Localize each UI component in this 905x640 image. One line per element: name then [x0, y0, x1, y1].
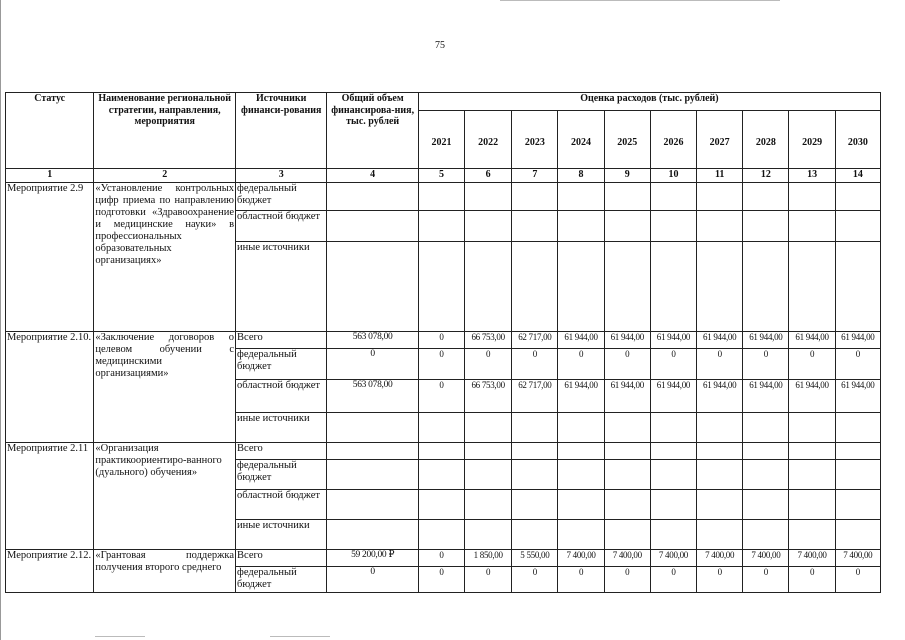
year-amount: 61 944,00 — [558, 332, 604, 349]
year-amount — [418, 460, 464, 490]
year-amount — [743, 413, 789, 443]
year-amount: 61 944,00 — [743, 380, 789, 413]
year-amount — [604, 242, 650, 332]
year-amount — [512, 520, 558, 550]
year-amount — [604, 413, 650, 443]
column-number: 13 — [789, 169, 835, 183]
measure-status: Мероприятие 2.10. — [6, 332, 94, 443]
year-amount: 0 — [835, 349, 880, 380]
year-amount: 0 — [418, 332, 464, 349]
measure-name: «Заключение договоров о целевом обучении с медицинскими организациями» — [94, 332, 236, 443]
year-amount — [604, 490, 650, 520]
year-amount: 61 944,00 — [743, 332, 789, 349]
year-amount — [743, 520, 789, 550]
year-amount: 7 400,00 — [697, 550, 743, 567]
column-number: 9 — [604, 169, 650, 183]
header-year: 2026 — [650, 111, 696, 169]
column-number: 2 — [94, 169, 236, 183]
column-number: 1 — [6, 169, 94, 183]
year-amount — [418, 242, 464, 332]
year-amount: 0 — [650, 349, 696, 380]
year-amount — [558, 183, 604, 211]
column-number: 14 — [835, 169, 880, 183]
year-amount — [465, 242, 512, 332]
year-amount — [835, 490, 880, 520]
year-amount — [512, 460, 558, 490]
year-amount: 0 — [465, 567, 512, 593]
year-amount — [465, 211, 512, 242]
year-amount — [743, 460, 789, 490]
year-amount — [650, 490, 696, 520]
total-amount — [327, 413, 418, 443]
year-amount — [558, 211, 604, 242]
year-amount — [465, 460, 512, 490]
year-amount — [650, 183, 696, 211]
funding-source: областной бюджет — [236, 380, 327, 413]
year-amount: 0 — [418, 550, 464, 567]
header-sources: Источники финанси-рования — [236, 93, 327, 169]
year-amount: 7 400,00 — [558, 550, 604, 567]
year-amount — [697, 183, 743, 211]
year-amount — [835, 211, 880, 242]
header-estimate: Оценка расходов (тыс. рублей) — [418, 93, 880, 111]
year-amount — [418, 490, 464, 520]
year-amount: 61 944,00 — [697, 380, 743, 413]
header-year: 2028 — [743, 111, 789, 169]
year-amount — [512, 211, 558, 242]
year-amount — [418, 183, 464, 211]
funding-source: федеральный бюджет — [236, 349, 327, 380]
total-amount — [327, 490, 418, 520]
table-row — [6, 183, 881, 211]
year-amount — [604, 520, 650, 550]
year-amount — [558, 413, 604, 443]
total-amount — [327, 520, 418, 550]
header-year: 2025 — [604, 111, 650, 169]
year-amount — [418, 520, 464, 550]
year-amount: 62 717,00 — [512, 332, 558, 349]
year-amount — [512, 183, 558, 211]
header-year: 2030 — [835, 111, 880, 169]
year-amount: 7 400,00 — [604, 550, 650, 567]
year-amount — [418, 211, 464, 242]
column-number: 10 — [650, 169, 696, 183]
year-amount: 61 944,00 — [650, 332, 696, 349]
year-amount: 66 753,00 — [465, 380, 512, 413]
year-amount — [558, 520, 604, 550]
funding-source: федеральный бюджет — [236, 567, 327, 593]
year-amount: 7 400,00 — [835, 550, 880, 567]
total-amount — [327, 443, 418, 460]
year-amount — [789, 413, 835, 443]
year-amount — [512, 490, 558, 520]
year-amount — [743, 242, 789, 332]
year-amount — [650, 211, 696, 242]
year-amount: 61 944,00 — [789, 380, 835, 413]
year-amount — [650, 443, 696, 460]
year-amount — [743, 490, 789, 520]
year-amount — [789, 183, 835, 211]
year-amount — [650, 242, 696, 332]
year-amount — [697, 211, 743, 242]
funding-source: Всего — [236, 550, 327, 567]
year-amount — [512, 242, 558, 332]
total-amount: 0 — [327, 349, 418, 380]
year-amount — [558, 490, 604, 520]
funding-source: областной бюджет — [236, 211, 327, 242]
year-amount — [697, 460, 743, 490]
year-amount — [558, 242, 604, 332]
year-amount — [789, 490, 835, 520]
year-amount — [465, 443, 512, 460]
year-amount: 0 — [418, 349, 464, 380]
year-amount — [835, 183, 880, 211]
funding-source: областной бюджет — [236, 490, 327, 520]
column-number: 8 — [558, 169, 604, 183]
year-amount: 7 400,00 — [743, 550, 789, 567]
total-amount — [327, 183, 418, 211]
year-amount: 0 — [558, 567, 604, 593]
total-amount — [327, 460, 418, 490]
column-number: 3 — [236, 169, 327, 183]
year-amount — [604, 211, 650, 242]
year-amount: 0 — [558, 349, 604, 380]
funding-source: иные источники — [236, 413, 327, 443]
measure-name: «Установление контрольных цифр приема по направлению подготовки «Здравоохранение и медицинские науки» в профессиональных образовательных организациях» — [94, 183, 236, 332]
year-amount — [697, 520, 743, 550]
year-amount: 0 — [697, 349, 743, 380]
year-amount: 7 400,00 — [789, 550, 835, 567]
year-amount — [650, 460, 696, 490]
year-amount — [789, 242, 835, 332]
year-amount — [743, 211, 789, 242]
year-amount — [697, 242, 743, 332]
scan-artifact-line — [270, 636, 330, 637]
year-amount — [743, 183, 789, 211]
page-number: 75 — [435, 40, 445, 51]
year-amount — [789, 520, 835, 550]
year-amount: 0 — [604, 349, 650, 380]
measure-status: Мероприятие 2.11 — [6, 443, 94, 550]
year-amount: 0 — [835, 567, 880, 593]
header-status: Статус — [6, 93, 94, 169]
year-amount — [789, 211, 835, 242]
year-amount — [743, 443, 789, 460]
year-amount: 61 944,00 — [835, 332, 880, 349]
total-amount — [327, 211, 418, 242]
year-amount — [835, 520, 880, 550]
measure-name: «Организация практикоориентиро-ванного (дуального) обучения» — [94, 443, 236, 550]
header-year: 2023 — [512, 111, 558, 169]
year-amount: 0 — [789, 567, 835, 593]
column-number: 5 — [418, 169, 464, 183]
header-total: Общий объем финансирова-ния, тыс. рублей — [327, 93, 418, 169]
year-amount: 62 717,00 — [512, 380, 558, 413]
funding-source: иные источники — [236, 242, 327, 332]
year-amount: 1 850,00 — [465, 550, 512, 567]
year-amount: 0 — [512, 349, 558, 380]
year-amount: 61 944,00 — [650, 380, 696, 413]
year-amount — [465, 413, 512, 443]
year-amount — [697, 413, 743, 443]
funding-source: Всего — [236, 443, 327, 460]
table-body — [6, 183, 881, 593]
year-amount: 61 944,00 — [558, 380, 604, 413]
year-amount: 0 — [789, 349, 835, 380]
year-amount: 61 944,00 — [835, 380, 880, 413]
year-amount — [465, 520, 512, 550]
column-number: 6 — [465, 169, 512, 183]
funding-source: иные источники — [236, 520, 327, 550]
scan-artifact-line — [95, 636, 145, 637]
year-amount: 66 753,00 — [465, 332, 512, 349]
total-amount — [327, 242, 418, 332]
funding-source: федеральный бюджет — [236, 460, 327, 490]
expense-table — [5, 92, 881, 593]
total-amount: 59 200,00 ₽ — [327, 550, 418, 567]
page-edge-line — [0, 0, 1, 640]
year-amount — [512, 443, 558, 460]
year-amount — [697, 443, 743, 460]
year-amount — [558, 443, 604, 460]
year-amount — [604, 460, 650, 490]
year-amount — [789, 443, 835, 460]
year-amount — [604, 183, 650, 211]
table-row — [6, 550, 881, 567]
year-amount: 7 400,00 — [650, 550, 696, 567]
year-amount — [418, 413, 464, 443]
year-amount — [835, 242, 880, 332]
year-amount: 0 — [743, 349, 789, 380]
year-amount — [418, 443, 464, 460]
funding-source: федеральный бюджет — [236, 183, 327, 211]
column-number-row — [6, 169, 881, 183]
year-amount — [558, 460, 604, 490]
measure-name: «Грантовая поддержка получения второго среднего — [94, 550, 236, 593]
year-amount: 0 — [743, 567, 789, 593]
year-amount: 0 — [512, 567, 558, 593]
year-amount — [835, 460, 880, 490]
measure-status: Мероприятие 2.12. — [6, 550, 94, 593]
year-amount: 61 944,00 — [604, 332, 650, 349]
measure-status: Мероприятие 2.9 — [6, 183, 94, 332]
year-amount: 61 944,00 — [604, 380, 650, 413]
year-amount — [835, 413, 880, 443]
year-amount: 5 550,00 — [512, 550, 558, 567]
year-amount — [835, 443, 880, 460]
column-number: 11 — [697, 169, 743, 183]
total-amount: 0 — [327, 567, 418, 593]
total-amount: 563 078,00 — [327, 380, 418, 413]
scan-artifact-line — [500, 0, 780, 1]
table-row — [6, 443, 881, 460]
header-year: 2027 — [697, 111, 743, 169]
header-year: 2021 — [418, 111, 464, 169]
year-amount — [650, 413, 696, 443]
year-amount: 0 — [604, 567, 650, 593]
total-amount: 563 078,00 — [327, 332, 418, 349]
table-row — [6, 332, 881, 349]
header-year: 2022 — [465, 111, 512, 169]
year-amount: 61 944,00 — [789, 332, 835, 349]
header-year: 2029 — [789, 111, 835, 169]
year-amount: 0 — [697, 567, 743, 593]
funding-source: Всего — [236, 332, 327, 349]
year-amount: 0 — [650, 567, 696, 593]
year-amount: 0 — [418, 567, 464, 593]
year-amount — [789, 460, 835, 490]
year-amount — [697, 490, 743, 520]
year-amount — [512, 413, 558, 443]
year-amount — [604, 443, 650, 460]
column-number: 12 — [743, 169, 789, 183]
column-number: 4 — [327, 169, 418, 183]
year-amount: 0 — [465, 349, 512, 380]
year-amount — [465, 490, 512, 520]
column-number: 7 — [512, 169, 558, 183]
year-amount — [465, 183, 512, 211]
year-amount — [650, 520, 696, 550]
header-year: 2024 — [558, 111, 604, 169]
year-amount: 61 944,00 — [697, 332, 743, 349]
header-name: Наименование региональной стратегии, направления, мероприятия — [94, 93, 236, 169]
year-amount: 0 — [418, 380, 464, 413]
